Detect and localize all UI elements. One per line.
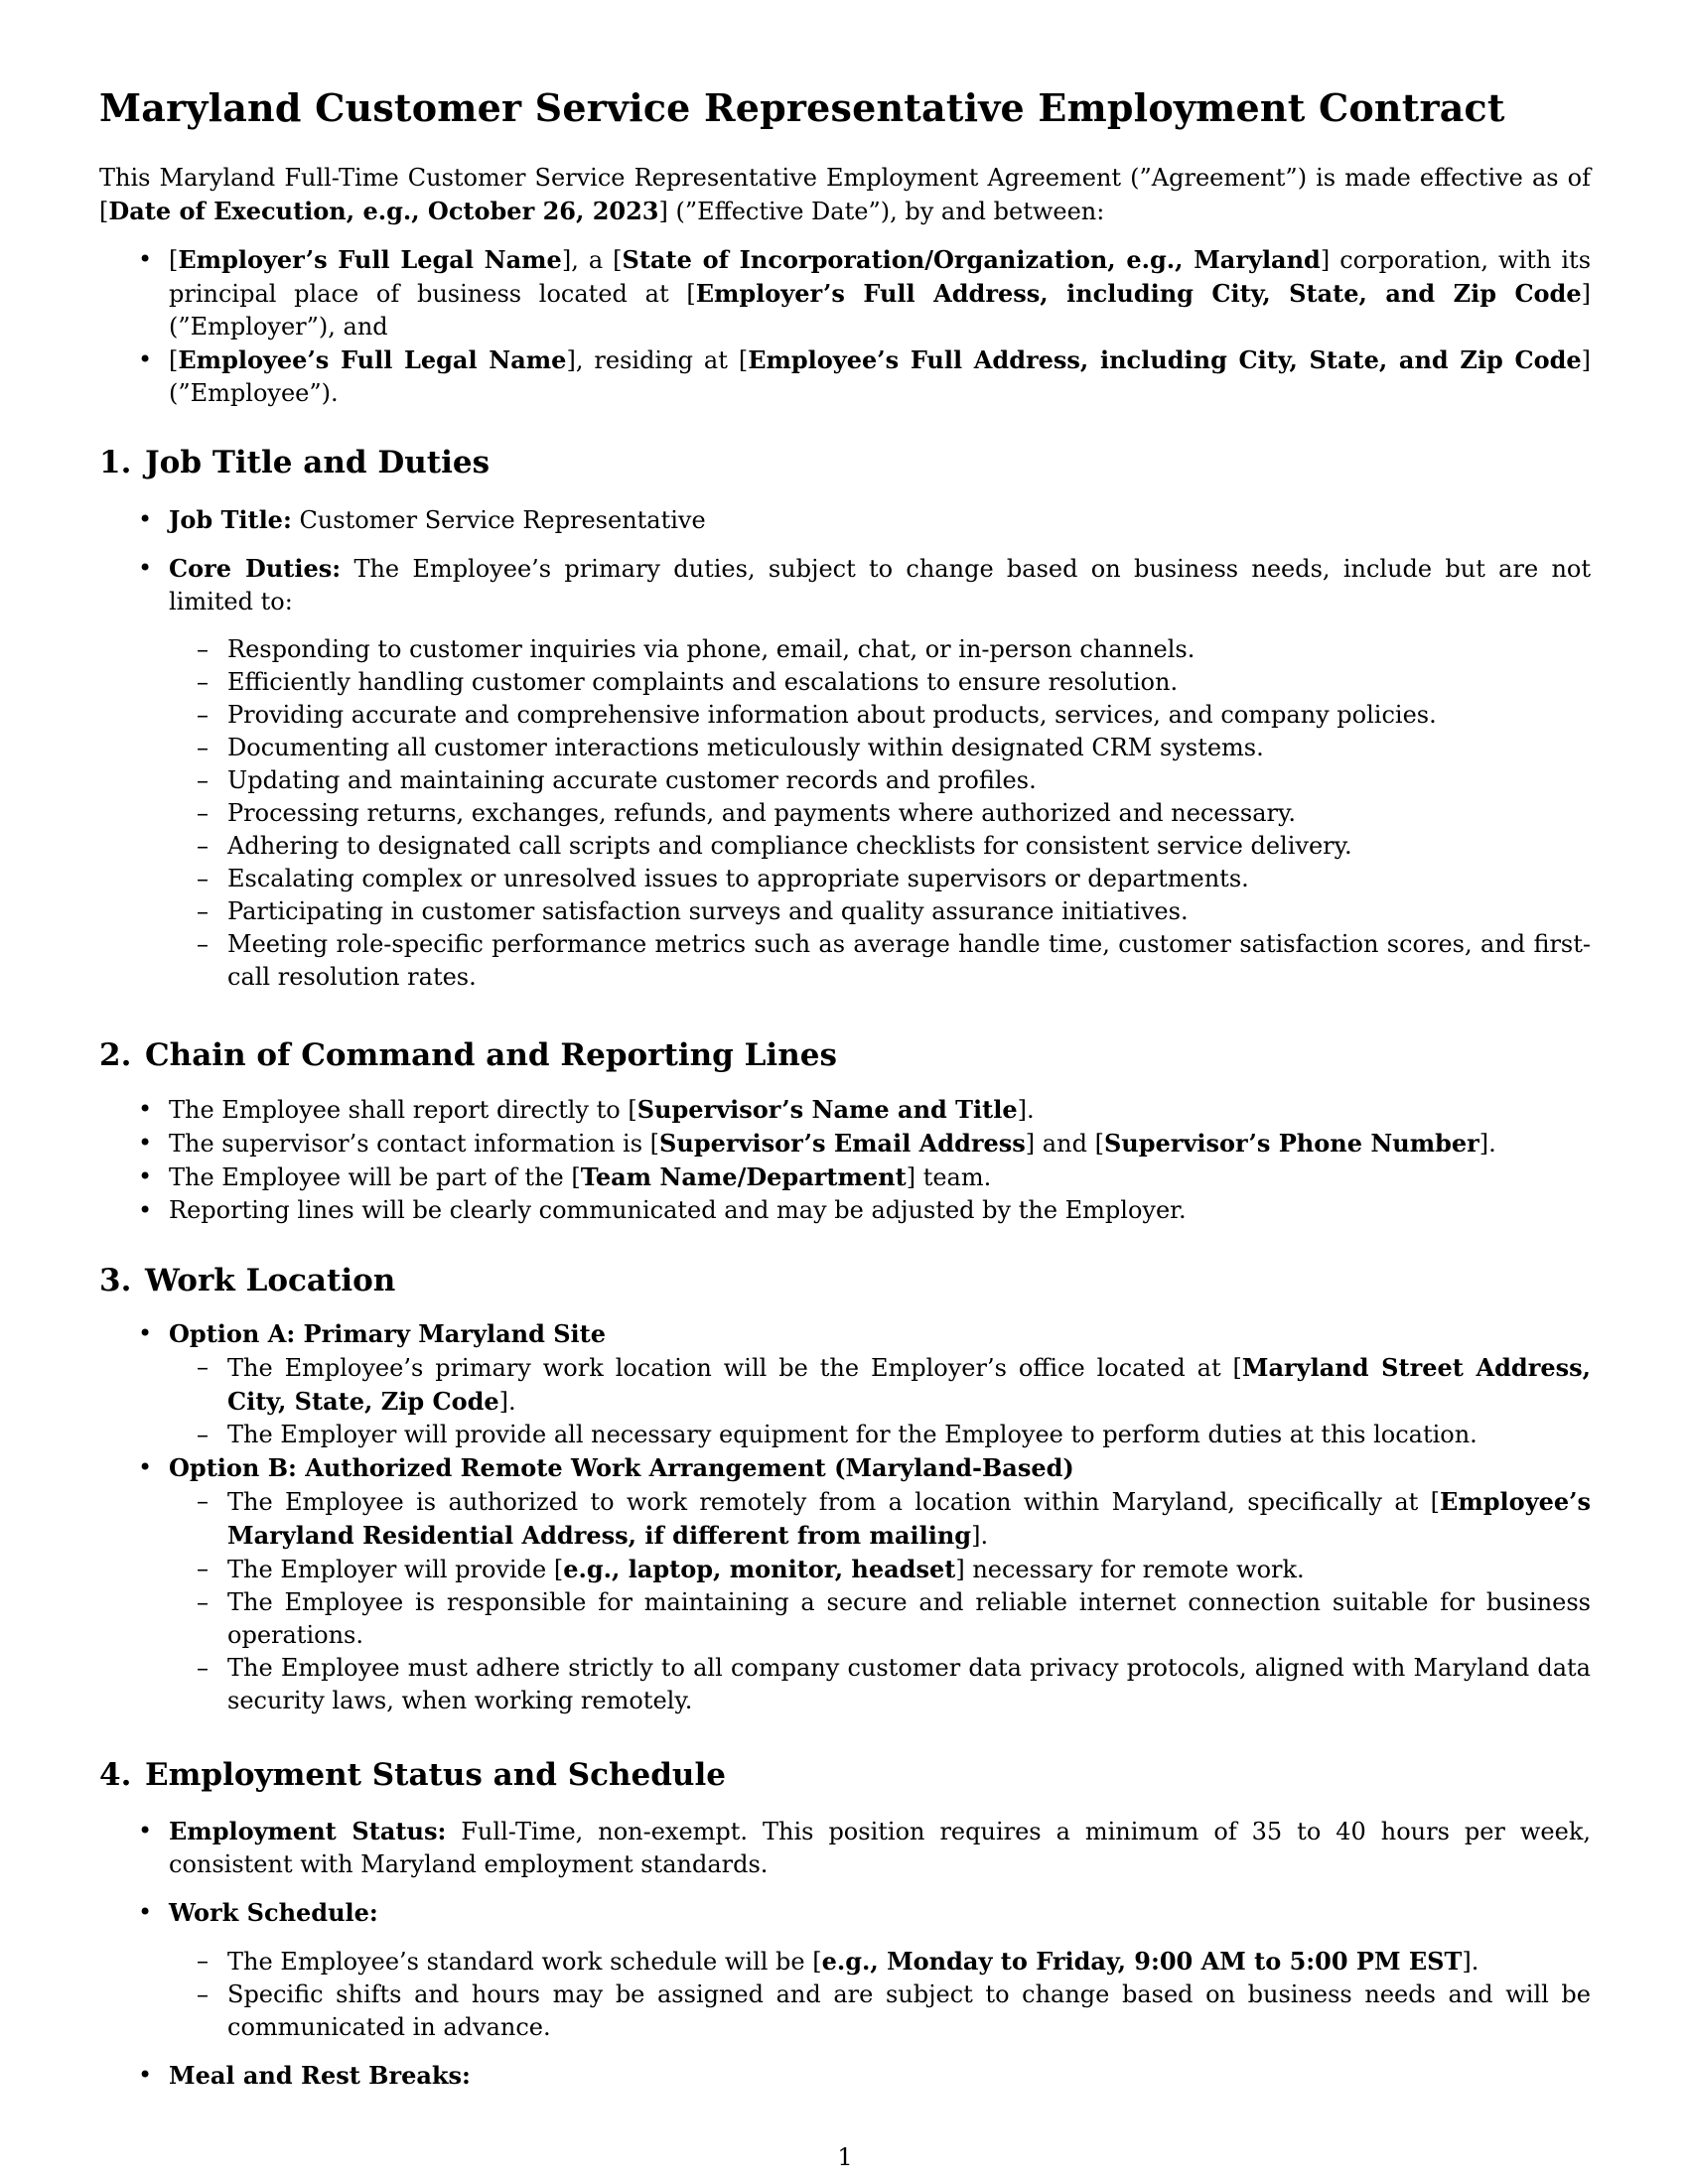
section-1-heading: 1. Job Title and Duties (99, 445, 491, 480)
option-b-internet: – The Employee is responsible for maintaining a secure and reliable internet connection suitable for business operations. (99, 1586, 1591, 1652)
duty-item: – Efficiently handling customer complaints and escalations to ensure resolution. (99, 666, 1591, 699)
duty-item: – Updating and maintaining accurate customer records and profiles. (99, 764, 1591, 797)
duty-item: – Responding to customer inquiries via phone, email, chat, or in-person channels. (99, 633, 1591, 666)
section-3-body (99, 1317, 1591, 1717)
option-a-location: – The Employee’s primary work location will be the Employer’s office located at [Maryland Street Address, City, State, Zip Code]. (99, 1351, 1591, 1419)
duty-item: – Participating in customer satisfaction surveys and quality assurance initiatives. (99, 895, 1591, 928)
option-b-location: – The Employee is authorized to work remotely from a location within Maryland, specifically at [Employee’s Maryland Residential Address, if different from mailing]. (99, 1485, 1591, 1553)
supervisor-contact-item: • The supervisor’s contact information is [Supervisor’s Email Address] and [Supervisor’s Phone Number]. (99, 1127, 1591, 1160)
document-page (99, 0, 1591, 2184)
section-2-body (99, 1093, 1591, 1227)
section-1-body (99, 503, 1591, 994)
option-b-item: • Option B: Authorized Remote Work Arrangement (Maryland-Based) – The Employee is authorized to work remotely from a location within Maryland, specifically at [Employee’s Maryland Residential Address, if different from mailing]. – The Employer will provide [e.g., laptop, monitor, headset] necessary for remote work. – The Employee is responsible for maintaining a secure and reliable internet connection suitable for business operations. – The Employee must adhere strictly to all company customer data privacy protocols, aligned with Maryland data security laws, when working remotely. (99, 1451, 1591, 1717)
date-placeholder: Date of Execution, e.g., October 26, 2023 (108, 197, 659, 225)
section-1-list (99, 503, 1591, 994)
duty-item: – Adhering to designated call scripts and compliance checklists for consistent service delivery. (99, 830, 1591, 863)
work-schedule-item: • Work Schedule: – The Employee’s standard work schedule will be [e.g., Monday to Friday, 9:00 AM to 5:00 PM EST]. – Specific shifts and hours may be assigned and are subject to change based on business needs and will be communicated in advance. (99, 1896, 1591, 2044)
intro-section (99, 162, 1591, 410)
option-b-privacy: – The Employee must adhere strictly to all company customer data privacy protocols, aligned with Maryland data security laws, when working remotely. (99, 1652, 1591, 1717)
option-b-equipment: – The Employer will provide [e.g., laptop, monitor, headset] necessary for remote work. (99, 1553, 1591, 1586)
meal-breaks-item: • Meal and Rest Breaks: (99, 2059, 1591, 2093)
option-a-item: • Option A: Primary Maryland Site – The Employee’s primary work location will be the Employer’s office located at [Maryland Street Address, City, State, Zip Code]. – The Employer will provide all necessary equipment for the Employee to perform duties at this location. (99, 1317, 1591, 1451)
duty-item: – Providing accurate and comprehensive information about products, services, and company policies. (99, 699, 1591, 732)
section-2-list (99, 1093, 1591, 1227)
section-4-heading: 4. Employment Status and Schedule (99, 1757, 726, 1793)
schedule-list (99, 1945, 1591, 2044)
duty-item: – Meeting role-specific performance metrics such as average handle time, customer satisfaction scores, and first-call resolution rates. (99, 928, 1591, 994)
option-b-list (99, 1485, 1591, 1717)
core-duties-item: • Core Duties: The Employee’s primary duties, subject to change based on business needs, include but are not limited to: – Responding to customer inquiries via phone, email, chat, or in-person channels. – Efficiently handling customer complaints and escalations to ensure resolution. – Providing accurate and comprehensive information about products, services, and company policies. – Documenting all customer interactions meticulously within designated CRM systems. – Updating and maintaining accurate customer records and profiles. – Processing returns, exchanges, refunds, and payments where authorized and necessary. – Adhering to designated call scripts and compliance checklists for consistent service delivery. – Escalating complex or unresolved issues to appropriate supervisors or departments. – Participating in customer satisfaction surveys and quality assurance initiatives. – Meeting role-specific performance metrics such as average handle time, customer satisfaction scores, and first-call resolution rates. (99, 552, 1591, 994)
parties-list (99, 243, 1591, 410)
duties-list (99, 633, 1591, 994)
document-title: Maryland Customer Service Representative Employment Contract (99, 85, 1505, 130)
report-to-item: • The Employee shall report directly to [Supervisor’s Name and Title]. (99, 1093, 1591, 1127)
section-3-heading: 3. Work Location (99, 1263, 396, 1298)
standard-schedule: – The Employee’s standard work schedule will be [e.g., Monday to Friday, 9:00 AM to 5:00 PM EST]. (99, 1945, 1591, 1979)
section-3-list (99, 1317, 1591, 1717)
reporting-lines-item: • Reporting lines will be clearly communicated and may be adjusted by the Employer. (99, 1194, 1591, 1227)
intro-paragraph: This Maryland Full-Time Customer Service Representative Employment Agreement (”Agreement”) is made effective as of [Date of Execution, e.g., October 26, 2023] (”Effective Date”), by and between: (99, 164, 1591, 225)
section-4-list (99, 1815, 1591, 2093)
party-employee: • [Employee’s Full Legal Name], residing at [Employee’s Full Address, including City, State, and Zip Code] (”Employee”). (99, 343, 1591, 410)
employment-status-item: • Employment Status: Full-Time, non-exempt. This position requires a minimum of 35 to 40 hours per week, consistent with Maryland employment standards. (99, 1815, 1591, 1881)
shift-changes: – Specific shifts and hours may be assigned and are subject to change based on business needs and will be communicated in advance. (99, 1979, 1591, 2044)
job-title-item: • Job Title: Customer Service Representative (99, 503, 1591, 537)
duty-item: – Escalating complex or unresolved issues to appropriate supervisors or departments. (99, 863, 1591, 895)
option-a-list (99, 1351, 1591, 1451)
party-employer: • [Employer’s Full Legal Name], a [State of Incorporation/Organization, e.g., Maryland] corporation, with its principal place of business located at [Employer’s Full Address, including City, State, and Zip Code] (”Employer”), and (99, 243, 1591, 343)
team-item: • The Employee will be part of the [Team Name/Department] team. (99, 1160, 1591, 1194)
page-number: 1 (837, 2143, 853, 2171)
duty-item: – Documenting all customer interactions meticulously within designated CRM systems. (99, 732, 1591, 764)
section-4-body (99, 1815, 1591, 2093)
section-2-heading: 2. Chain of Command and Reporting Lines (99, 1037, 837, 1073)
duty-item: – Processing returns, exchanges, refunds, and payments where authorized and necessary. (99, 797, 1591, 830)
option-a-equipment: – The Employer will provide all necessary equipment for the Employee to perform duties at this location. (99, 1419, 1591, 1451)
